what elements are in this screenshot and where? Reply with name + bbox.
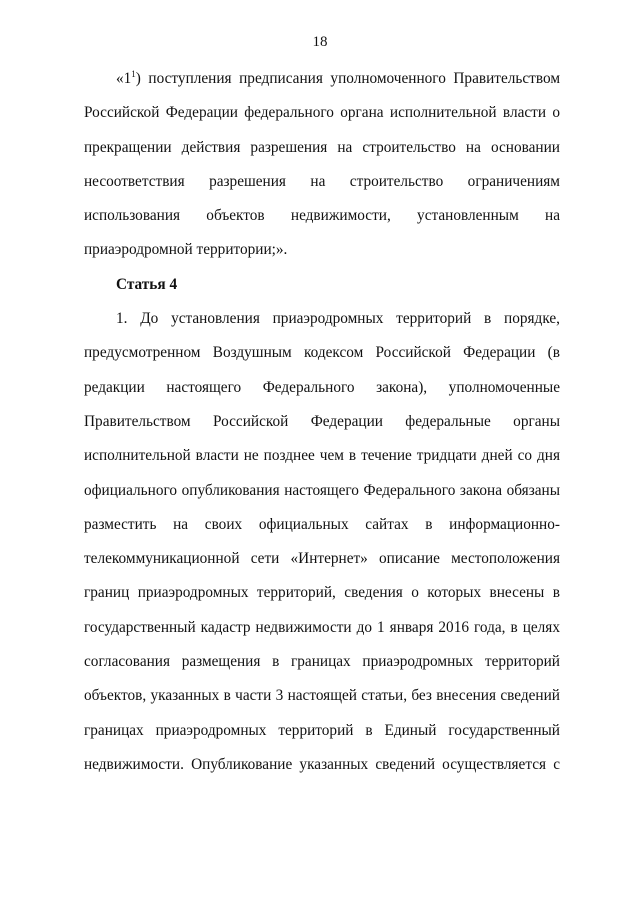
- paragraph-2-line: границах приаэродромных территорий в Единый государственный: [84, 721, 560, 739]
- paragraph-2-line: объектов, указанных в части 3 настоящей статьи, без внесения сведений: [84, 687, 560, 705]
- article-heading: Статья 4: [116, 275, 178, 293]
- paragraph-2-line: редакции настоящего Федерального закона), уполномоченные: [84, 378, 560, 396]
- paragraph-1-line: использования объектов недвижимости, установленным на: [84, 207, 560, 225]
- paragraph-2-line: разместить на своих официальных сайтах в информационно-: [84, 515, 560, 533]
- paragraph-1-line-last: приаэродромной территории;».: [84, 241, 288, 259]
- superscript: 1: [131, 69, 136, 79]
- paragraph-1-line: Российской Федерации федерального органа исполнительной власти о: [84, 104, 560, 122]
- paragraph-2-line: государственный кадастр недвижимости до 1 января 2016 года, в целях: [84, 618, 560, 636]
- paragraph-2-line: предусмотренном Воздушным кодексом Российской Федерации (в: [84, 344, 560, 362]
- paragraph-2-line: телекоммуникационной сети «Интернет» описание местоположения: [84, 550, 560, 568]
- paragraph-2-line: согласования размещения в границах приаэродромных территорий: [84, 653, 560, 671]
- page-number: 18: [312, 34, 328, 50]
- paragraph-2-line: границ приаэродромных территорий, сведения о которых внесены в: [84, 584, 560, 602]
- paragraph-1-line-1-text: ) поступления предписания уполномоченного Правительством: [135, 70, 560, 87]
- paragraph-2-line: официального опубликования настоящего Федерального закона обязаны: [84, 481, 560, 499]
- paragraph-2-line: Правительством Российской Федерации федеральные органы: [84, 412, 560, 430]
- paragraph-2-line-1: 1. До установления приаэродромных территорий в порядке,: [116, 310, 560, 328]
- paragraph-1-line-1: [84, 62, 560, 96]
- paragraph-2-line: исполнительной власти не позднее чем в течение тридцати дней со дня: [84, 447, 560, 465]
- paragraph-2-line: недвижимости. Опубликование указанных сведений осуществляется с: [84, 755, 560, 773]
- paragraph-1-line: прекращении действия разрешения на строительство на основании: [84, 138, 560, 156]
- paragraph-1-line: несоответствия разрешения на строительство ограничениям: [84, 172, 560, 190]
- document-body: [84, 62, 560, 782]
- quote-open: «1: [116, 70, 132, 87]
